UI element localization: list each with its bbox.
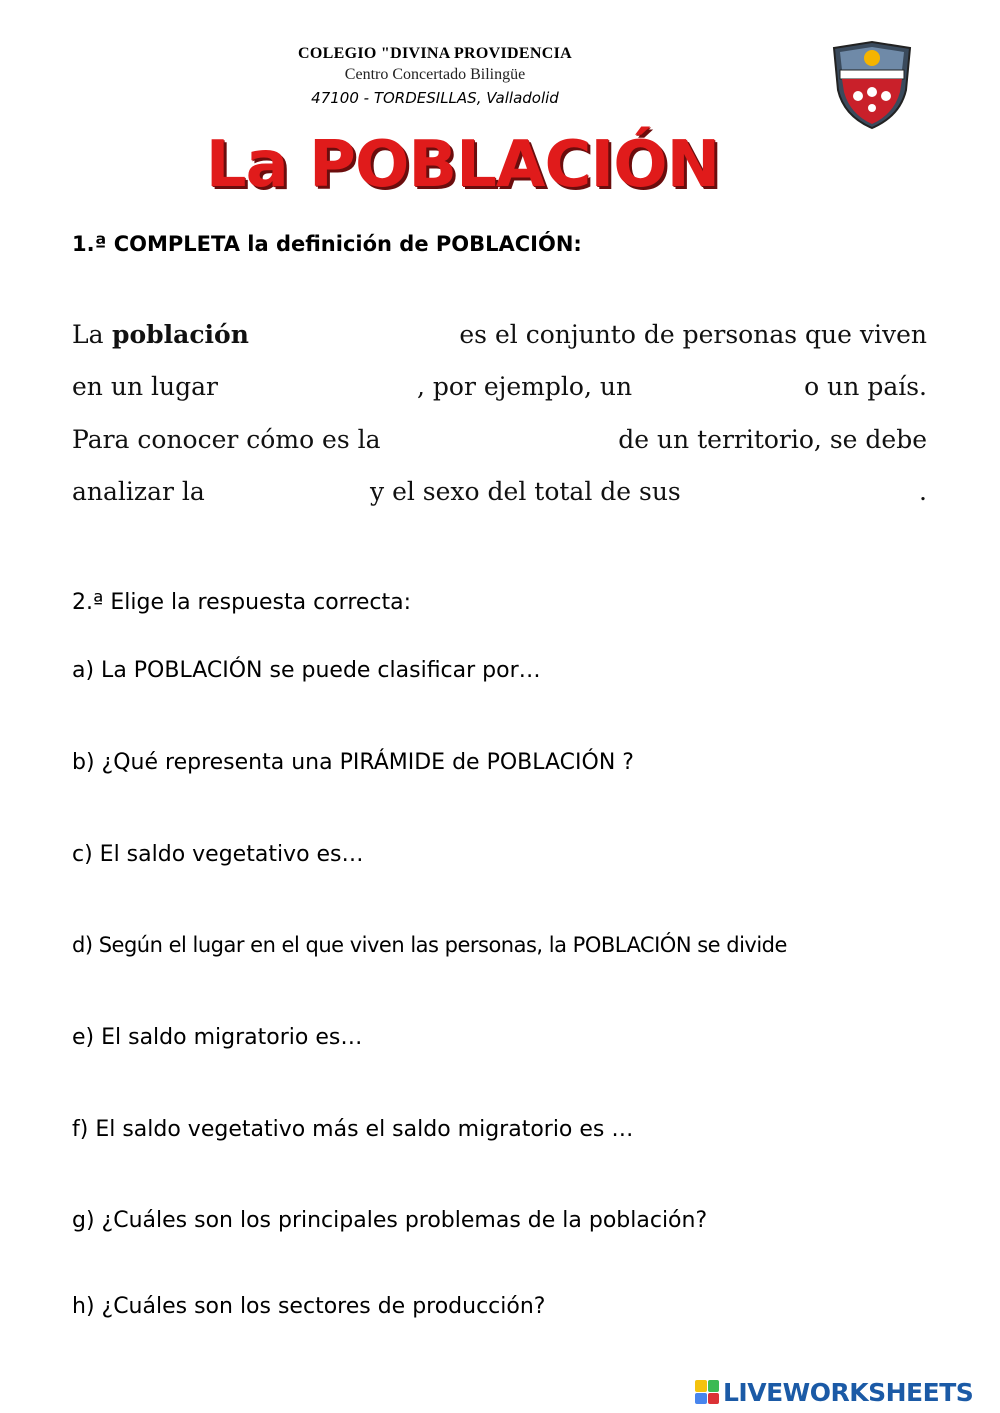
- blank-2[interactable]: [235, 374, 415, 408]
- school-name: COLEGIO "DIVINA PROVIDENCIA: [298, 45, 572, 62]
- line1-text-c: es el conjunto de personas que viven: [459, 320, 927, 349]
- line2-text-a: en un lugar: [72, 372, 218, 401]
- line1-text-a: La: [72, 320, 104, 349]
- liveworksheets-logo[interactable]: [695, 1375, 973, 1409]
- line3-text-a: Para conocer cómo es la: [72, 425, 381, 454]
- line2-text-b: , por ejemplo, un: [417, 372, 633, 401]
- line2-text-c: o un país.: [804, 372, 927, 401]
- question-h: h) ¿Cuáles son los sectores de producción?: [72, 1294, 546, 1319]
- blank-3[interactable]: [642, 374, 792, 408]
- school-crest-icon: [828, 40, 916, 130]
- line4-text-a: analizar la: [72, 477, 205, 506]
- line3-text-b: de un territorio, se debe: [618, 425, 927, 454]
- exercise2-title: 2.ª Elige la respuesta correcta:: [72, 590, 412, 615]
- paragraph-line-1: [72, 320, 927, 360]
- line4-text-c: .: [919, 477, 927, 506]
- question-f: f) El saldo vegetativo más el saldo migratorio es …: [72, 1117, 634, 1142]
- liveworksheets-brand: LIVEWORKSHEETS: [723, 1377, 974, 1407]
- liveworksheets-icon: [695, 1380, 719, 1404]
- blank-4[interactable]: [405, 427, 595, 461]
- school-address: 47100 - TORDESILLAS, Valladolid: [311, 89, 559, 107]
- page-title: La POBLACIÓN: [205, 128, 720, 202]
- question-d: d) Según el lugar en el que viven las personas, la POBLACIÓN se divide: [72, 933, 787, 957]
- school-subtitle: Centro Concertado Bilingüe: [344, 66, 526, 83]
- blank-6[interactable]: [712, 479, 912, 513]
- exercise1-title: 1.ª COMPLETA la definición de POBLACIÓN:: [72, 232, 582, 256]
- line1-text-b: población: [112, 320, 249, 349]
- blank-1[interactable]: [245, 322, 420, 356]
- question-a: a) La POBLACIÓN se puede clasificar por…: [72, 658, 541, 683]
- line4-text-b: y el sexo del total de sus: [370, 477, 681, 506]
- sun-icon: [864, 50, 880, 66]
- question-b: b) ¿Qué representa una PIRÁMIDE de POBLACIÓN ?: [72, 750, 634, 775]
- question-g: g) ¿Cuáles son los principales problemas de la población?: [72, 1208, 708, 1233]
- question-e: e) El saldo migratorio es…: [72, 1025, 363, 1050]
- paragraph-line-2: [72, 372, 927, 412]
- blank-5[interactable]: [222, 479, 362, 513]
- question-c: c) El saldo vegetativo es…: [72, 842, 364, 867]
